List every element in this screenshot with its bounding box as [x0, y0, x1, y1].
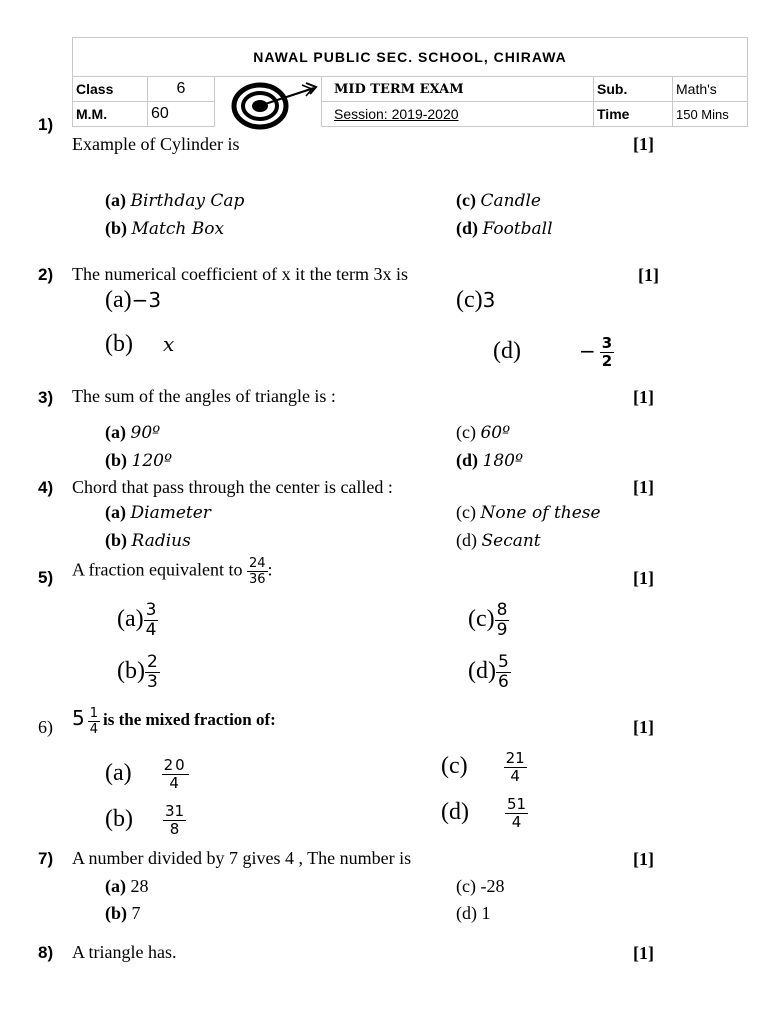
- q5-option-c[interactable]: (c) $\frac{8}{9}$: [468, 600, 508, 640]
- time-value: 150 Mins: [673, 102, 748, 127]
- q3-option-a[interactable]: (a) 90º: [105, 422, 161, 443]
- q6-mark: [1]: [633, 717, 654, 737]
- exam-title: MID TERM EXAM: [322, 77, 594, 102]
- q5-mark: [1]: [633, 568, 654, 588]
- q7-option-b[interactable]: (b) 7: [105, 903, 141, 923]
- q2-option-a[interactable]: (a)−3: [105, 287, 162, 313]
- q5-number: 5): [38, 568, 54, 587]
- q1-option-a[interactable]: (a) Birthday Cap: [105, 190, 245, 211]
- q3-mark: [1]: [633, 387, 654, 407]
- q2-text: The numerical coefficient of x it the term 3x is: [72, 264, 409, 284]
- q4-text: Chord that pass through the center is called :: [72, 477, 393, 497]
- q8-mark: [1]: [633, 943, 654, 963]
- q1-text: Example of Cylinder is: [72, 134, 240, 154]
- q4-option-c[interactable]: (c) None of these: [456, 502, 601, 523]
- session-text: Session: 2019-2020: [322, 102, 594, 127]
- q3-text: The sum of the angles of triangle is :: [72, 386, 336, 406]
- q2-option-c[interactable]: (c)3: [456, 287, 496, 313]
- q7-option-c[interactable]: (c) -28: [456, 876, 505, 896]
- exam-header: [72, 37, 748, 127]
- class-value: 6: [148, 77, 215, 102]
- q1-option-c[interactable]: (c) Candle: [456, 190, 541, 211]
- q5-option-d[interactable]: (d) $\frac{5}{6}$: [468, 652, 509, 692]
- mm-label: M.M.: [73, 102, 148, 127]
- q3-option-c[interactable]: (c) 60º: [456, 422, 511, 443]
- q5-text: A fraction equivalent to $\frac{24}{36}$ :: [72, 556, 273, 587]
- q6-number: 6): [38, 717, 53, 737]
- q4-option-b[interactable]: (b) Radius: [105, 530, 191, 551]
- q7-text: A number divided by 7 gives 4 , The number is: [72, 848, 412, 868]
- q4-option-a[interactable]: (a) Diameter: [105, 502, 211, 523]
- q5-option-a[interactable]: (a) $\frac{3}{4}$: [117, 600, 157, 640]
- q1-number: 1): [38, 115, 54, 134]
- q5-option-b[interactable]: (b) $\frac{2}{3}$: [117, 652, 158, 692]
- q2-mark: [1]: [638, 265, 659, 285]
- q4-number: 4): [38, 478, 54, 497]
- mm-value: 60: [148, 102, 215, 127]
- q3-option-d[interactable]: (d) 180º: [456, 450, 523, 471]
- q8-number: 8): [38, 943, 54, 962]
- q6-option-b[interactable]: (b) $\frac{31}{8}$: [105, 802, 185, 838]
- school-name: NAWAL PUBLIC SEC. SCHOOL, CHIRAWA: [73, 38, 748, 77]
- sub-label: Sub.: [594, 77, 673, 102]
- target-logo-icon: [218, 80, 318, 130]
- q2-option-b[interactable]: (b) x: [105, 331, 175, 357]
- q2-number: 2): [38, 265, 54, 284]
- q4-option-d[interactable]: (d) Secant: [456, 530, 541, 551]
- q6-text: 5 $\frac{1}{4}$ is the mixed fraction of:: [72, 705, 276, 737]
- q6-option-d[interactable]: (d) $\frac{51}{4}$: [441, 795, 527, 831]
- q7-option-d[interactable]: (d) 1: [456, 903, 491, 923]
- q6-option-a[interactable]: (a) $\frac{20}{4}$: [105, 756, 187, 792]
- q3-number: 3): [38, 388, 54, 407]
- q6-option-c[interactable]: (c) $\frac{21}{4}$: [441, 749, 525, 785]
- q7-option-a[interactable]: (a) 28: [105, 876, 149, 896]
- q8-text: A triangle has.: [72, 942, 177, 962]
- q2-option-d[interactable]: (d) − $\frac{3}{2}$: [493, 334, 613, 370]
- q4-mark: [1]: [633, 477, 654, 497]
- q1-option-b[interactable]: (b) Match Box: [105, 218, 225, 239]
- q3-option-b[interactable]: (b) 120º: [105, 450, 172, 471]
- q7-mark: [1]: [633, 849, 654, 869]
- time-label: Time: [594, 102, 673, 127]
- q7-number: 7): [38, 849, 54, 868]
- q1-option-d[interactable]: (d) Football: [456, 218, 553, 239]
- q1-mark: [1]: [633, 134, 654, 154]
- class-label: Class: [73, 77, 148, 102]
- sub-value: Math's: [673, 77, 748, 102]
